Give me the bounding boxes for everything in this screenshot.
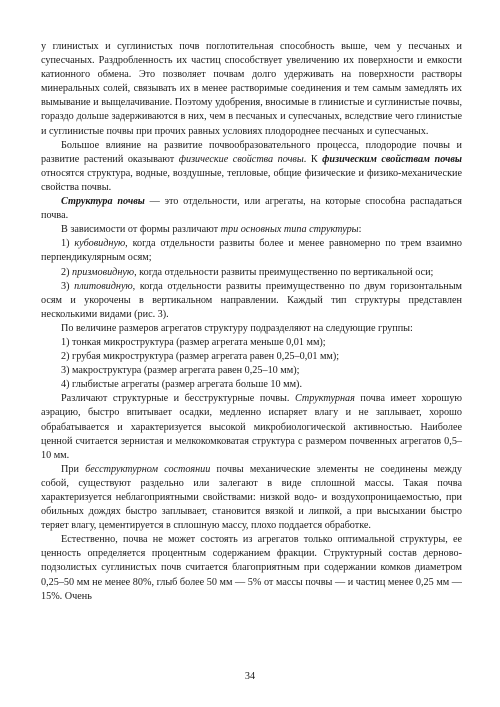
paragraph-size-groups-intro: По величине размеров агрегатов структуру подразделяют на следующие группы:	[61, 322, 413, 334]
page-number: 34	[244, 671, 256, 682]
list-item-fine-microstructure: 1) тонкая микроструктура (размер агрегата меньше 0,01 мм);	[61, 336, 326, 348]
list-item-lumpy-aggregates: 4) глыбистые агрегаты (размер агрегата больше 10 мм).	[61, 379, 302, 391]
text-run: почвы механические элементы не соединены между собой, существуют раздельно или залегают в виде сплошной массы. Такая почва характеризуется неблагоприятными свойствами: низкой водо- и воздухопроницаемостью, при обильных дождях быстро заплывает, становится вязкой и липкой, а при высыхании быстро теряет влагу, цементируется в сплошную массу, плохо поддается обработке.	[41, 463, 462, 532]
list-item-macrostructure: 3) макроструктура (размер агрегата равен 0,25–10 мм);	[61, 365, 300, 377]
paragraph-physical-properties	[41, 139, 462, 195]
item-number: 3)	[61, 280, 75, 292]
body-text	[41, 40, 462, 604]
paragraph-structured-soils	[41, 392, 462, 462]
text-run: Различают структурные и бесструктурные почвы.	[61, 393, 295, 405]
italic-term: физические свойства почвы	[178, 153, 304, 165]
text-run: При	[61, 463, 86, 475]
list-item-prismatic	[41, 266, 462, 280]
list-item-coarse-microstructure: 2) грубая микроструктура (размер агрегата равен 0,25–0,01 мм);	[61, 351, 340, 363]
italic-term: призмовидную	[72, 266, 135, 278]
paragraph-structure-types-intro	[41, 223, 462, 237]
paragraph-structure-definition	[41, 195, 462, 223]
paragraph-optimal-structure: Естественно, почва не может состоять из агрегатов только оптимальной структуры, ее ценность определяется процентным содержанием фракции. Структурный состав дерново-подзолистых суглинистых почв считается благоприятным при содержании комков диаметром 0,25–50 мм не менее 80%, глыб более 50 мм — 5% от массы почвы — и частиц менее 0,25 мм — 15%. Очень	[41, 534, 462, 602]
italic-term: три основных типа структуры	[220, 224, 359, 236]
item-number: 1)	[61, 238, 75, 250]
paragraph-clay-soils: у глинистых и суглинистых почв поглотительная способность выше, чем у песчаных и супесчаных. Раздробленность их частиц способствует увеличению их поверхности и емкости катионного обмена. Это позволяет почвам долго удерживать на поверхности растворы минеральных солей, связывать их в менее растворимые соединения и тем самым замедлять их вымывание и выщелачивание. Поэтому удобрения, вносимые в глинистые и суглинистые почвы, гораздо дольше задерживаются в них, чем в песчаных и супесчаных, вследствие чего глинистые и суглинистые почвы при прочих равных условиях плодороднее песчаных и супесчаных.	[41, 41, 462, 137]
text-run: . К	[303, 153, 323, 165]
italic-term: кубовидную	[74, 238, 126, 250]
italic-term: Структурная	[294, 393, 355, 405]
text-run: — это отдельности, или агрегаты, на которые способна распадаться почва.	[41, 196, 462, 222]
list-item-platy	[41, 280, 462, 322]
italic-term: бесструктурном состоянии	[85, 463, 211, 475]
text-run: почва имеет хорошую аэрацию, быстро впитывает осадки, медленно испаряет влагу и не заплывает, хорошо обрабатывается и характеризуется высокой микробиологической активностью. Наиболее ценной считается зернистая и мелкокомковатая структура с размером почвенных агрегатов 0,5–10 мм.	[41, 393, 462, 461]
text-run: , когда отдельности развиты преимущественно по вертикальной оси;	[134, 266, 434, 278]
item-number: 2)	[61, 266, 73, 278]
bold-italic-term: физическим свойствам почвы	[322, 153, 462, 165]
text-run: , когда отдельности развиты преимущественно по двум горизонтальным осям и укорочены в вертикальном направлении. Каждый тип структуры представлен несколькими видами (рис. 3).	[41, 280, 462, 320]
text-run: , когда отдельности развиты более и менее равномерно по трем взаимно перпендикулярным осям;	[41, 238, 462, 264]
text-run: В зависимости от формы различают	[61, 224, 221, 236]
bold-italic-term: Структура почвы	[61, 196, 145, 208]
text-run: Большое влияние на развитие почвообразовательного процесса, плодородие почвы и развитие растений оказывают	[41, 139, 462, 165]
list-item-cuboid	[41, 237, 462, 265]
italic-term: плитовидную	[74, 280, 133, 292]
text-run: относятся структура, водные, воздушные, тепловые, общие физические и физико-механические свойства почвы.	[41, 167, 462, 193]
text-run: :	[358, 224, 362, 236]
paragraph-structureless-soils	[41, 463, 462, 533]
